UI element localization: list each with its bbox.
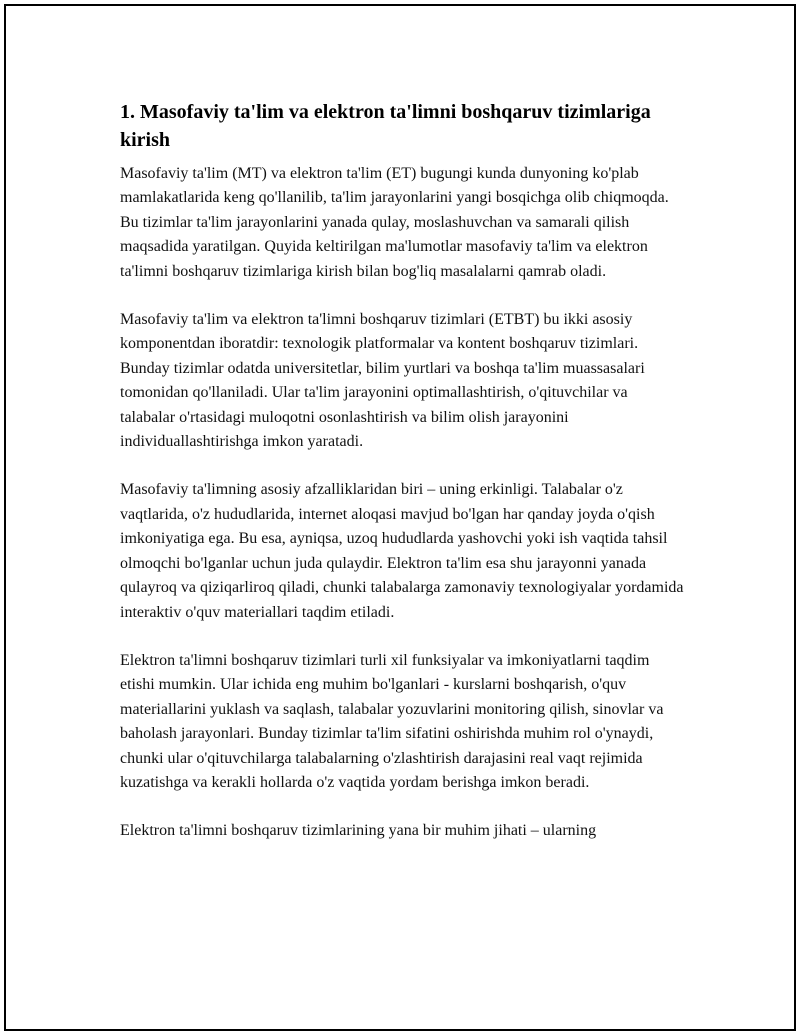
document-body xyxy=(120,98,686,844)
paragraph-2: Masofaviy ta'lim va elektron ta'limni boshqaruv tizimlari (ETBT) bu ikki asosiy komponentdan iboratdir: texnologik platformalar va kontent boshqaruv tizimlari. Bunday tizimlar odatda universitetlar, bilim yurtlari va boshqa ta'lim muassasalari tomonidan qo'llaniladi. Ular ta'lim jarayonini optimallashtirish, o'qituvchilar va talabalar o'rtasidagi muloqotni osonlashtirish va bilim olish jarayonini individuallashtirishga imkon yaratadi. xyxy=(120,311,645,451)
section-title: 1. Masofaviy ta'lim va elektron ta'limni boshqaruv tizimlariga kirish xyxy=(120,101,651,151)
document-page xyxy=(4,4,796,1031)
paragraph-1: Masofaviy ta'lim (MT) va elektron ta'lim (ET) bugungi kunda dunyoning ko'plab mamlakatlarida keng qo'llanilib, ta'lim jarayonlarini yangi bosqichga olib chiqmoqda. Bu tizimlar ta'lim jarayonlarini yanada qulay, moslashuvchan va samarali qilish maqsadida yaratilgan. Quyida keltirilgan ma'lumotlar masofaviy ta'lim va elektron ta'limni boshqaruv tizimlariga kirish bilan bog'liq masalalarni qamrab oladi. xyxy=(120,165,669,280)
paragraph-3: Masofaviy ta'limning asosiy afzalliklaridan biri – uning erkinligi. Talabalar o'z vaqtlarida, o'z hududlarida, internet aloqasi mavjud bo'lgan har qanday joyda o'qish imkoniyatiga ega. Bu esa, ayniqsa, uzoq hududlarda yashovchi yoki ish vaqtida tahsil olmoqchi bo'lganlar uchun juda qulaydir. Elektron ta'lim esa shu jarayonni yanada qulayroq va qiziqarliroq qiladi, chunki talabalarga zamonaviy texnologiyalar yordamida interaktiv o'quv materiallari taqdim etiladi. xyxy=(120,481,684,621)
paragraph-5: Elektron ta'limni boshqaruv tizimlarining yana bir muhim jihati – ularning xyxy=(120,822,597,840)
paragraph-4: Elektron ta'limni boshqaruv tizimlari turli xil funksiyalar va imkoniyatlarni taqdim etishi mumkin. Ular ichida eng muhim bo'lganlari - kurslarni boshqarish, o'quv materiallarini yuklash va saqlash, talabalar yozuvlarini monitoring qilish, sinovlar va baholash jarayonlari. Bunday tizimlar ta'lim sifatini oshirishda muhim rol o'ynaydi, chunki ular o'qituvchilarga talabalarning o'zlashtirish darajasini real vaqt rejimida kuzatishga va kerakli hollarda o'z vaqtida yordam berishga imkon beradi. xyxy=(120,651,664,791)
